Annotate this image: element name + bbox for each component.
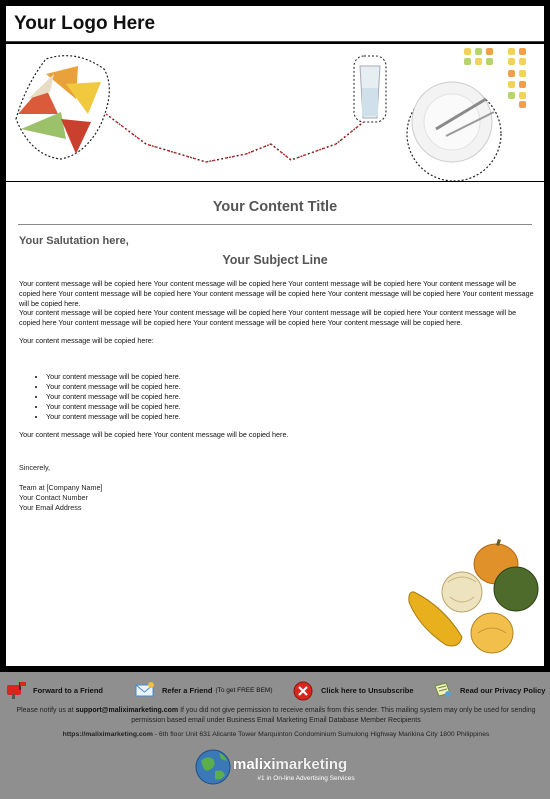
list-item: • Your content message will be copied here. [46, 382, 181, 392]
signature-phone: Your Contact Number [19, 493, 88, 502]
envelope-icon [134, 681, 154, 699]
globe-icon [193, 745, 233, 789]
white-squash-icon [442, 572, 482, 612]
close-circle-icon [293, 681, 313, 699]
company-address [4, 731, 548, 738]
signature-block [19, 483, 103, 513]
list-item: • Your content message will be copied here. [46, 412, 181, 422]
list-item: • Your content message will be copied here. [46, 392, 181, 402]
dotted-path [106, 114, 371, 162]
site-url-link[interactable]: https://maliximarketing.com [62, 731, 153, 738]
refer-link[interactable] [134, 680, 273, 700]
forward-link[interactable] [5, 680, 103, 700]
permission-notice [4, 706, 548, 725]
mailbox-icon [5, 681, 25, 699]
list-item: • Your content message will be copied here. [46, 402, 181, 412]
privacy-label: Read our Privacy Policy [460, 685, 546, 695]
logo-text[interactable]: Your Logo Here [14, 13, 156, 34]
document-icon [432, 681, 452, 699]
squash-image [404, 537, 544, 662]
banner-illustration [6, 44, 544, 181]
paragraph-1: Your content message will be copied here Your content message will be copied here Your content message will be copied here Your content message will be copied here Your content message will be copied here Your content message will be copied here Your content message will be copied here Your content message will be copied here. [19, 279, 534, 308]
brand-name: maliximarketing [233, 756, 348, 773]
brand-logo[interactable] [193, 743, 363, 795]
refer-sublabel: (To get FREE BEM) [215, 686, 273, 694]
content-title: Your Content Title [212, 199, 338, 215]
green-squash-icon [494, 567, 538, 611]
footer-links [0, 674, 550, 704]
notice-text: If you did not give permission to receive emails from this sender. This mailing system may only be used for sending permission based email under Business Email Marketing Email Database Member Recipients [131, 707, 536, 724]
content-panel [6, 182, 544, 666]
signature-company: Team at [Company Name] [19, 483, 103, 492]
signoff: Sincerely, [19, 463, 51, 472]
gold-squash-icon [471, 613, 513, 653]
paragraph-4: Your content message will be copied here Your content message will be copied here. [19, 430, 289, 439]
salutation: Your Salutation here, [19, 235, 129, 247]
privacy-link[interactable] [432, 680, 545, 700]
bullet-list [19, 372, 181, 422]
signature-email: Your Email Address [19, 503, 82, 512]
paragraph-3: Your content message will be copied here: [19, 336, 154, 345]
support-email-link[interactable]: support@maliximarketing.com [75, 707, 179, 714]
forward-label: Forward to a Friend [33, 685, 104, 695]
subject-line: Your Subject Line [222, 253, 328, 267]
address-text: - 6th floor Unit 631 Alicante Tower Marquinton Condominium Sumulong Highway Marikina City 1800 Philippines [154, 731, 490, 738]
title-divider [18, 224, 532, 225]
unsubscribe-label: Click here to Unsubscribe [321, 685, 414, 695]
banner-image [6, 44, 544, 181]
notice-prefix: Please notify us at [16, 707, 74, 714]
list-item: • Your content message will be copied here. [46, 372, 181, 382]
brand-tagline: #1 in On-line Advertising Services [257, 775, 355, 782]
logo-bar [6, 6, 544, 42]
refer-label: Refer a Friend [162, 685, 213, 695]
paragraph-2: Your content message will be copied here Your content message will be copied here Your content message will be copied here Your content message will be copied here Your content message will be copied here Your content message will be copied here Your content message will be copied here. [19, 308, 517, 327]
unsubscribe-link[interactable] [293, 680, 414, 700]
